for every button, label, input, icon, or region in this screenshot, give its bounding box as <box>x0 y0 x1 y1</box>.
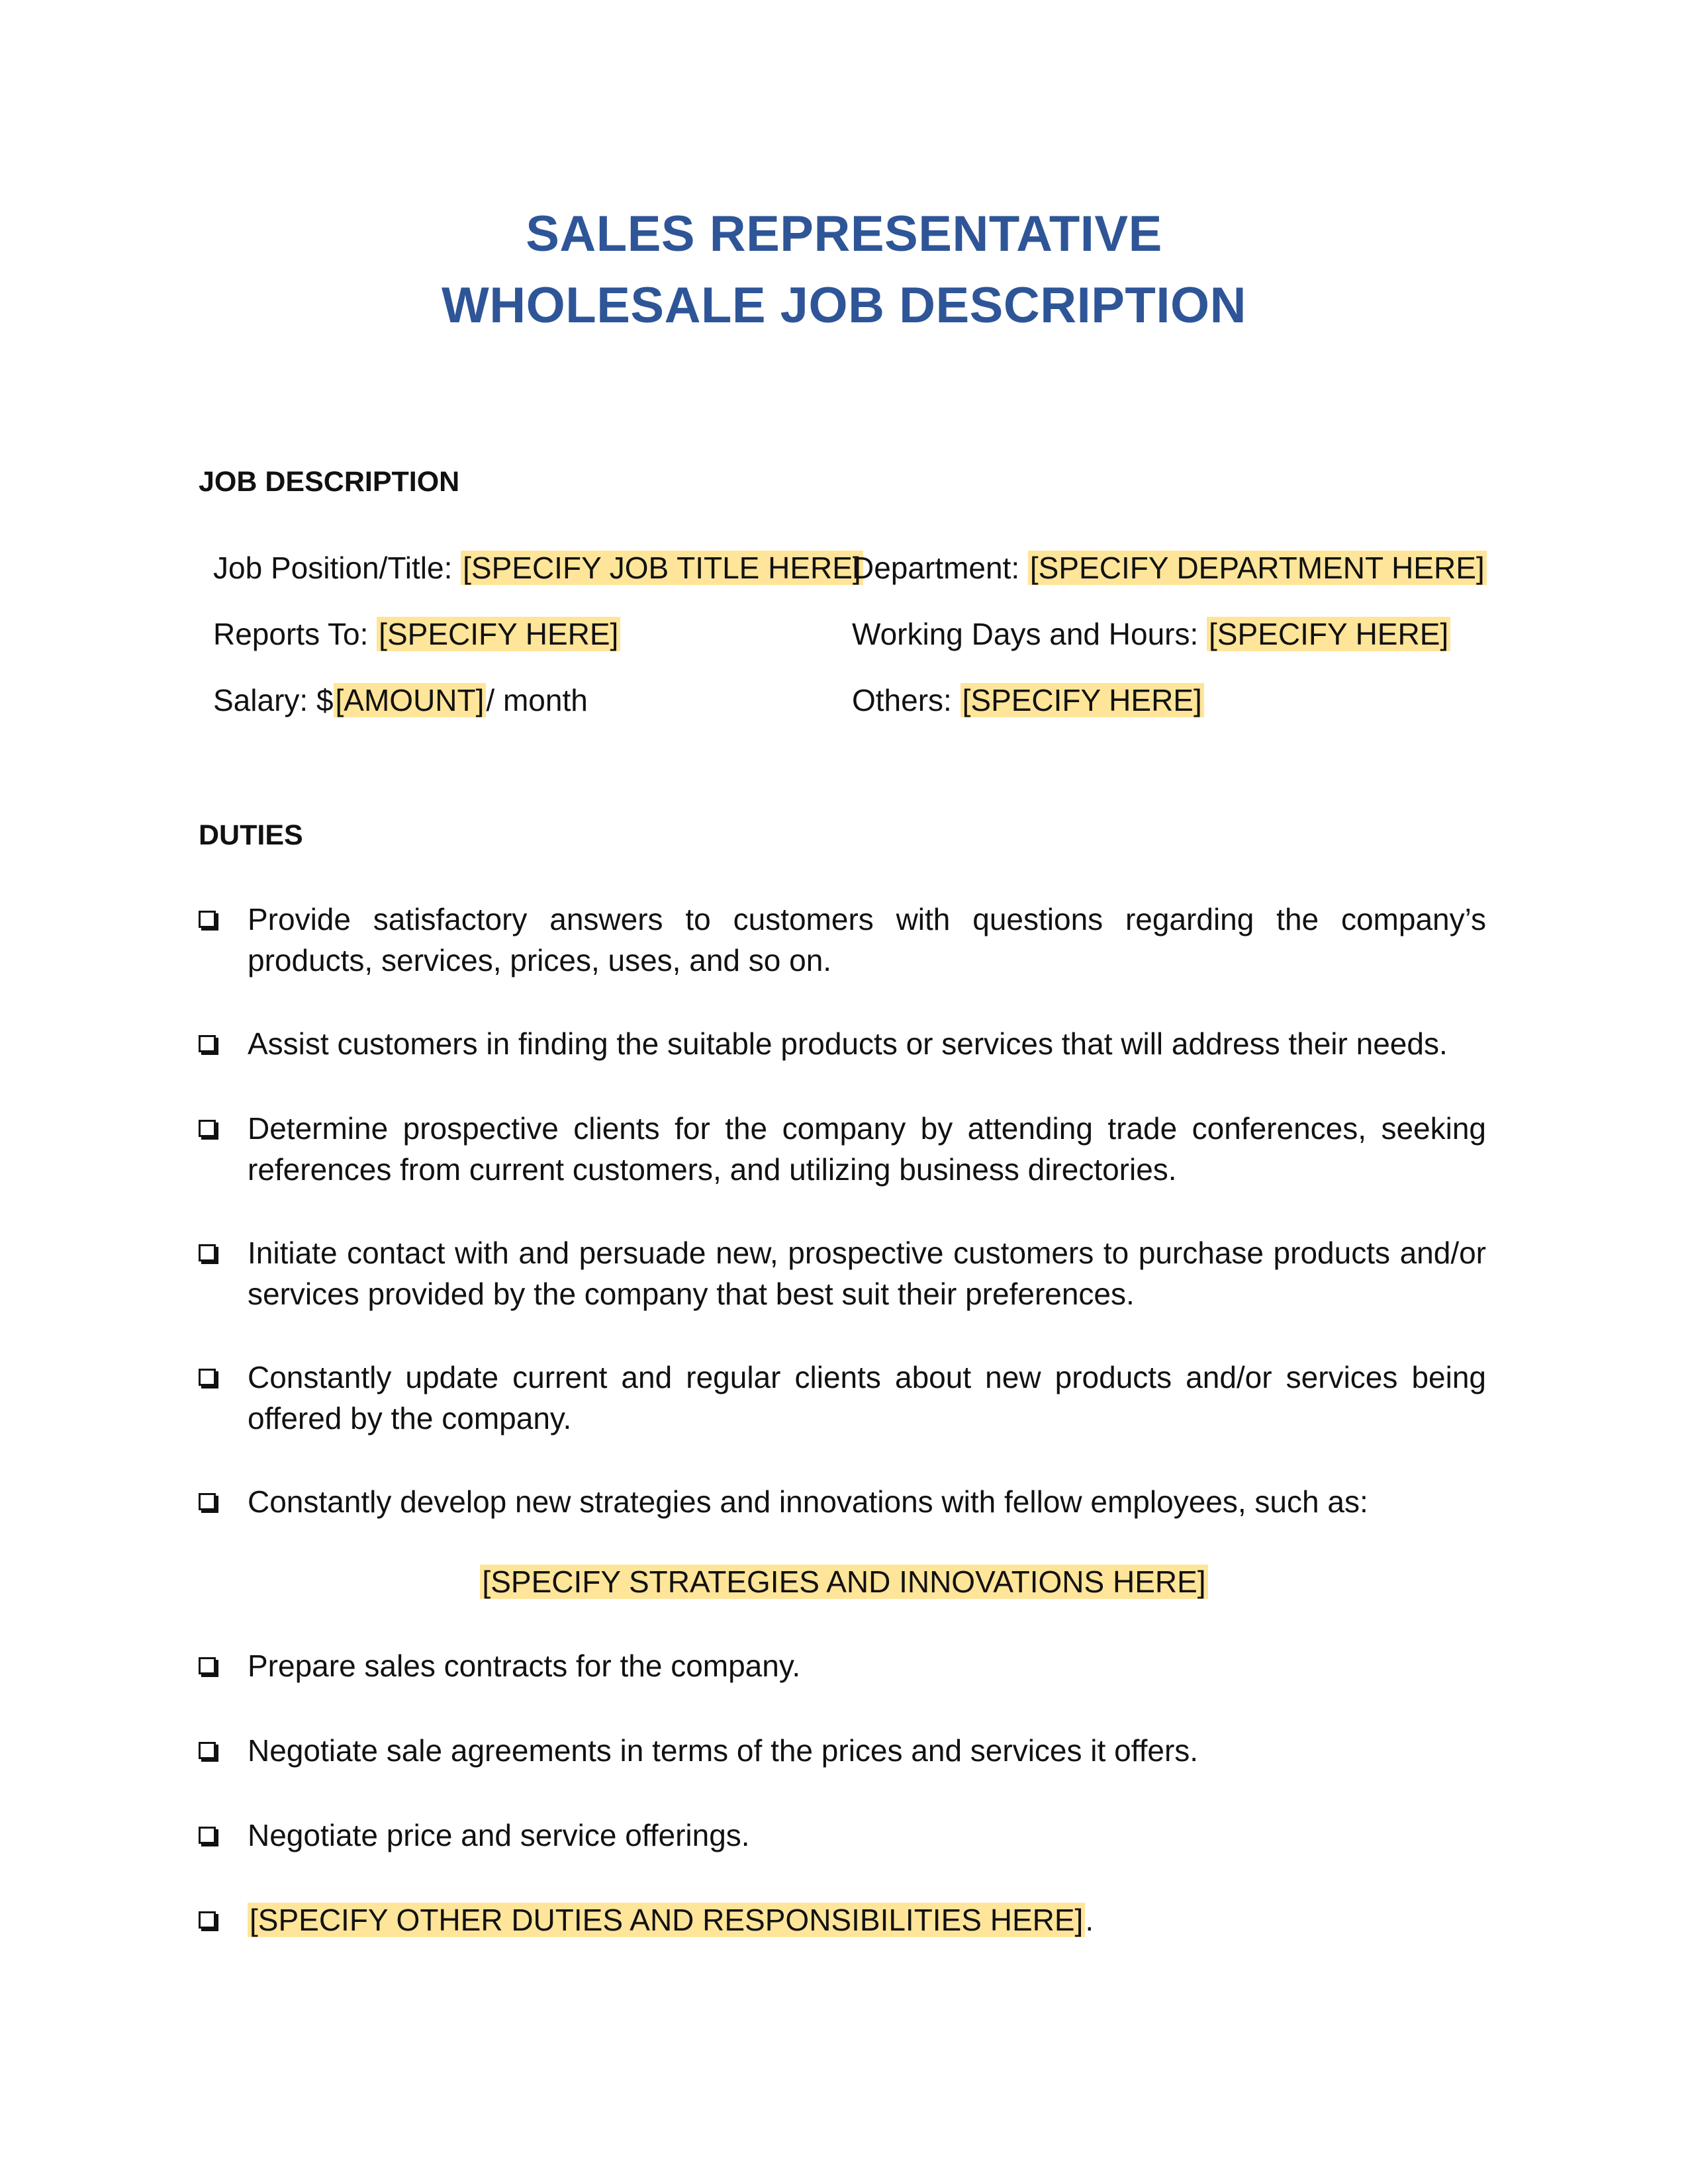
checkbox-bullet-icon <box>199 911 216 928</box>
checkbox-bullet-icon <box>199 1244 216 1261</box>
duty-text <box>248 1899 1486 1940</box>
other-duties-suffix: . <box>1085 1903 1094 1937</box>
salary-label: Salary: $ <box>213 683 334 717</box>
checkbox-bullet-icon <box>199 1742 216 1759</box>
department-field <box>852 547 1487 589</box>
duty-text: Constantly develop new strategies and innovations with fellow employees, such as: <box>248 1484 1368 1519</box>
job-title-value: [SPECIFY JOB TITLE HERE] <box>461 551 863 585</box>
other-duties-placeholder: [SPECIFY OTHER DUTIES AND RESPONSIBILITIES HERE] <box>248 1903 1085 1937</box>
others-value: [SPECIFY HERE] <box>961 683 1204 717</box>
others-field <box>852 679 1204 721</box>
strategies-placeholder: [SPECIFY STRATEGIES AND INNOVATIONS HERE] <box>480 1565 1207 1599</box>
salary-field <box>213 679 588 721</box>
job-title-label: Job Position/Title: <box>213 551 461 585</box>
document-title <box>0 199 1688 341</box>
checkbox-bullet-icon <box>199 1120 216 1137</box>
reports-to-value: [SPECIFY HERE] <box>377 617 620 651</box>
department-value: [SPECIFY DEPARTMENT HERE] <box>1028 551 1487 585</box>
reports-to-field <box>213 613 620 655</box>
working-days-value: [SPECIFY HERE] <box>1207 617 1450 651</box>
title-line-1: SALES REPRESENTATIVE <box>526 206 1162 262</box>
salary-suffix: / month <box>486 683 588 717</box>
job-description-heading: JOB DESCRIPTION <box>199 466 460 498</box>
duty-text: Negotiate price and service offerings. <box>248 1818 750 1852</box>
job-title-field <box>213 547 863 589</box>
duty-text: Determine prospective clients for the company by attending trade conferences, seeking references from current customers, and utilizing business directories. <box>248 1111 1486 1187</box>
duty-text: Negotiate sale agreements in terms of the prices and services it offers. <box>248 1733 1199 1768</box>
duties-heading: DUTIES <box>199 819 303 851</box>
title-line-2: WHOLESALE JOB DESCRIPTION <box>442 277 1246 334</box>
duty-text: Provide satisfactory answers to customers with questions regarding the company’s products, services, prices, uses, and so on. <box>248 902 1486 978</box>
checkbox-bullet-icon <box>199 1911 216 1929</box>
others-label: Others: <box>852 683 961 717</box>
reports-to-label: Reports To: <box>213 617 377 651</box>
duty-text: Prepare sales contracts for the company. <box>248 1649 801 1683</box>
working-days-field <box>852 613 1450 655</box>
duty-text: Initiate contact with and persuade new, prospective customers to purchase products and/or services provided by the company that best suit their preferences. <box>248 1236 1486 1311</box>
strategies-placeholder-line <box>0 1561 1688 1603</box>
salary-value: [AMOUNT] <box>334 683 487 717</box>
working-days-label: Working Days and Hours: <box>852 617 1207 651</box>
duty-text: Assist customers in finding the suitable products or services that will address their needs. <box>248 1026 1448 1061</box>
checkbox-bullet-icon <box>199 1369 216 1386</box>
department-label: Department: <box>852 551 1028 585</box>
checkbox-bullet-icon <box>199 1657 216 1674</box>
checkbox-bullet-icon <box>199 1493 216 1510</box>
checkbox-bullet-icon <box>199 1035 216 1052</box>
duty-text: Constantly update current and regular clients about new products and/or services being offered by the company. <box>248 1360 1486 1435</box>
checkbox-bullet-icon <box>199 1827 216 1844</box>
